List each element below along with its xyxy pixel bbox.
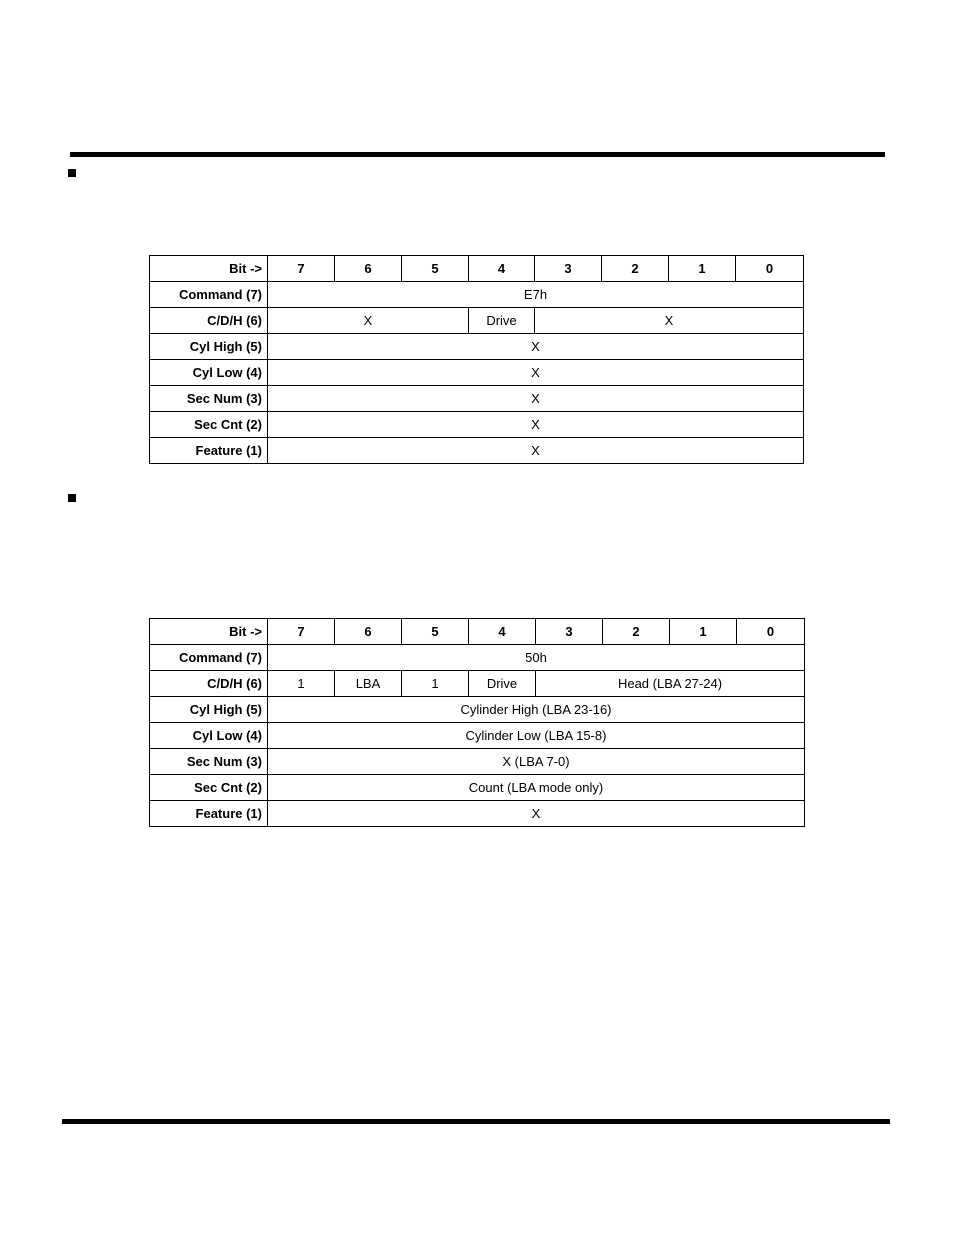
table-row [150, 723, 805, 749]
bit-7-header: 7 [268, 256, 335, 282]
table-row [150, 438, 804, 464]
sec-num-value: X [268, 386, 804, 412]
bit-5-header: 5 [402, 619, 469, 645]
table-row [150, 412, 804, 438]
feature-value: X [268, 438, 804, 464]
cyl-low-label: Cyl Low (4) [150, 360, 268, 386]
sec-cnt-label: Sec Cnt (2) [150, 775, 268, 801]
command-value: 50h [268, 645, 805, 671]
table-row [150, 697, 805, 723]
bit-4-header: 4 [469, 619, 536, 645]
table-row [150, 334, 804, 360]
command-label: Command (7) [150, 645, 268, 671]
cyl-high-label: Cyl High (5) [150, 697, 268, 723]
sec-num-value: X (LBA 7-0) [268, 749, 805, 775]
bit-6-header: 6 [335, 619, 402, 645]
table-row [150, 386, 804, 412]
cdh-bit-6: LBA [335, 671, 402, 697]
cdh-drive: Drive [469, 671, 536, 697]
register-table-50h [149, 618, 805, 827]
cdh-drive: Drive [469, 308, 535, 334]
table-row [150, 671, 805, 697]
cyl-high-value: Cylinder High (LBA 23-16) [268, 697, 805, 723]
bit-5-header: 5 [402, 256, 469, 282]
bit-0-header: 0 [736, 256, 804, 282]
footer-rule [62, 1119, 890, 1124]
bit-4-header: 4 [469, 256, 535, 282]
bit-3-header: 3 [535, 256, 602, 282]
table-row [150, 645, 805, 671]
feature-label: Feature (1) [150, 801, 268, 827]
table-row [150, 749, 805, 775]
bit-header-label: Bit -> [150, 256, 268, 282]
command-label: Command (7) [150, 282, 268, 308]
cdh-label: C/D/H (6) [150, 671, 268, 697]
register-table-e7h [149, 255, 804, 464]
cyl-low-label: Cyl Low (4) [150, 723, 268, 749]
cdh-bits-3-0: X [535, 308, 804, 334]
feature-label: Feature (1) [150, 438, 268, 464]
bit-3-header: 3 [536, 619, 603, 645]
bit-2-header: 2 [603, 619, 670, 645]
table-row [150, 256, 804, 282]
bit-header-label: Bit -> [150, 619, 268, 645]
table-row [150, 775, 805, 801]
table-row [150, 360, 804, 386]
table-row [150, 308, 804, 334]
cyl-low-value: Cylinder Low (LBA 15-8) [268, 723, 805, 749]
cyl-low-value: X [268, 360, 804, 386]
cyl-high-label: Cyl High (5) [150, 334, 268, 360]
command-value: E7h [268, 282, 804, 308]
sec-cnt-label: Sec Cnt (2) [150, 412, 268, 438]
feature-value: X [268, 801, 805, 827]
header-rule [70, 152, 885, 157]
bullet-square-icon [68, 494, 76, 502]
table-row [150, 619, 805, 645]
bit-1-header: 1 [669, 256, 736, 282]
bit-2-header: 2 [602, 256, 669, 282]
cdh-head: Head (LBA 27-24) [536, 671, 805, 697]
cdh-label: C/D/H (6) [150, 308, 268, 334]
sec-cnt-value: Count (LBA mode only) [268, 775, 805, 801]
sec-num-label: Sec Num (3) [150, 749, 268, 775]
table-row [150, 801, 805, 827]
bit-7-header: 7 [268, 619, 335, 645]
table-row [150, 282, 804, 308]
sec-num-label: Sec Num (3) [150, 386, 268, 412]
cdh-bit-5: 1 [402, 671, 469, 697]
bit-6-header: 6 [335, 256, 402, 282]
cdh-bits-7-5: X [268, 308, 469, 334]
bit-0-header: 0 [737, 619, 805, 645]
bit-1-header: 1 [670, 619, 737, 645]
sec-cnt-value: X [268, 412, 804, 438]
cdh-bit-7: 1 [268, 671, 335, 697]
cyl-high-value: X [268, 334, 804, 360]
bullet-square-icon [68, 169, 76, 177]
